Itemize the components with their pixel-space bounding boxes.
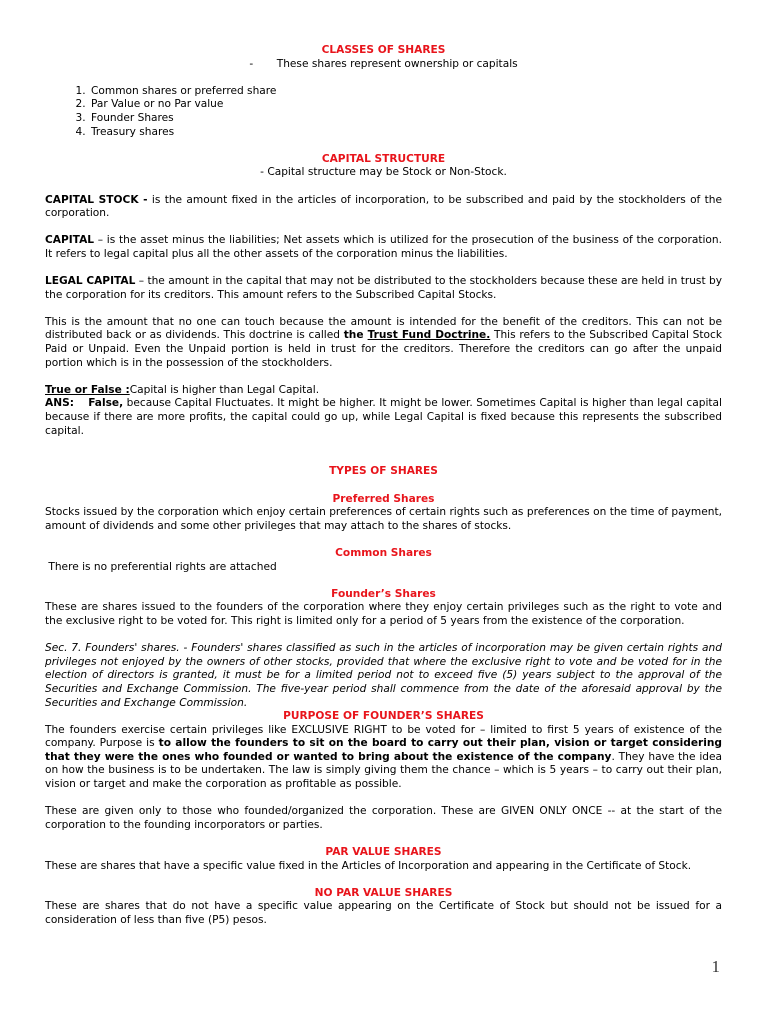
trust-fund-text-1: This is the amount that no one can touch because the amount is intended for the benefit of the creditors. This can not be distributed back or as dividends. This doctrine is called — [45, 315, 722, 342]
founders-shares-text: These are shares issued to the founders of the corporation where they enjoy certain privileges such as the right to vote and the exclusive right to be voted for. This right is limited only for a period of 5 years from the existence of the corporation. — [45, 601, 722, 627]
list-item: 2. Par Value or no Par value — [89, 98, 722, 112]
trust-fund-doctrine-term: Trust Fund Doctrine. — [367, 329, 491, 342]
classes-of-shares-heading: CLASSES OF SHARES — [321, 44, 446, 56]
capital-text: – is the asset minus the liabilities; Net assets which is utilized for the prosecution of the business of the corporation. It refers to legal capital plus all the other assets of the corporation minus the liabilities. — [45, 234, 722, 260]
common-shares-heading: Common Shares — [335, 546, 432, 559]
purpose-text-1: The founders exercise certain privileges like EXCLUSIVE RIGHT to be voted for – limited to first 5 years of existence of the company. Purpose is — [45, 723, 722, 750]
trust-fund-text-2: This refers to the Subscribed Capital Stock Paid or Unpaid. Even the Unpaid portion is held in trust for the creditors. Therefore the creditors can go after the unpaid portion which is in the possession of the stockholders. — [45, 329, 722, 369]
no-par-value-text: These are shares that do not have a specific value appearing on the Certificate of Stock but should not be issued for a consideration of less than five (P5) pesos. — [45, 900, 722, 926]
purpose-heading: PURPOSE OF FOUNDER’S SHARES — [283, 710, 484, 723]
capital-structure-heading: CAPITAL STRUCTURE — [321, 152, 446, 165]
legal-capital-term: LEGAL CAPITAL — [45, 275, 136, 288]
true-false-question-text: Capital is higher than Legal Capital. — [129, 383, 320, 396]
capital-structure-subtitle: - Capital structure may be Stock or Non-Stock. — [260, 166, 507, 179]
classes-subtitle-line — [45, 58, 722, 72]
document-content — [45, 44, 722, 928]
capital-stock-term: CAPITAL STOCK - — [45, 193, 148, 206]
answer-text: because Capital Fluctuates. It might be higher. It might be lower. Sometimes Capital is higher than legal capital because if there are more profits, the capital could go up, while Legal Capital is fixed because this represents the subscribed capital. — [45, 397, 722, 437]
true-false-question — [45, 384, 722, 398]
dash-bullet: - — [249, 57, 254, 70]
capital-term: CAPITAL — [45, 234, 95, 247]
list-item: 1. Common shares or preferred share — [89, 85, 722, 99]
list-item: 4. Treasury shares — [89, 126, 722, 140]
legal-capital-text: – the amount in the capital that may not be distributed to the stockholders because these are held in trust by the corporation for its creditors. This amount refers to the Subscribed Capital Stocks. — [45, 275, 722, 301]
capital-stock-text: is the amount fixed in the articles of incorporation, to be subscribed and paid by the stockholders of the corporation. — [45, 193, 723, 220]
preferred-shares-heading: Preferred Shares — [332, 492, 435, 505]
purpose-text-2: . They have the idea on how the business is to be undertaken. The law is simply giving them the chance – which is 5 years – to carry out their plan, vision or target and make the corporation as profitable as possible. — [45, 750, 722, 791]
capital-stock-paragraph — [45, 194, 722, 221]
answer-label: ANS: — [45, 397, 74, 410]
purpose-bold-text: to allow the founders to sit on the board to carry out their plan, vision or target considering that they were the ones who founded or wanted to bring about the existence of the company — [45, 737, 722, 763]
trust-fund-the: the — [343, 329, 368, 342]
answer-value: False, — [88, 397, 124, 410]
page-number: 1 — [711, 957, 720, 976]
purpose-paragraph-2: These are given only to those who founded/organized the corporation. These are GIVEN ONLY ONCE -- at the start of the corporation to the founding incorporators or parties. — [45, 805, 722, 831]
par-value-text: These are shares that have a specific value fixed in the Articles of Incorporation and appearing in the Certificate of Stock. — [45, 859, 692, 872]
section-7-text: Sec. 7. Founders' shares. - Founders' shares classified as such in the articles of incorporation may be given certain rights and privileges not enjoyed by the owners of other stocks, provided that where the exclusive right to vote and be voted for in the election of directors is granted, it must be for a limited period not to exceed five (5) years subject to the approval of the Securities and Exchange Commission. The five-year period shall commence from the date of the aforesaid approval by the Securities and Exchange Commission. — [45, 642, 722, 709]
no-par-value-heading: NO PAR VALUE SHARES — [314, 886, 453, 899]
purpose-paragraph — [45, 724, 722, 792]
trust-fund-paragraph — [45, 316, 722, 370]
legal-capital-paragraph — [45, 275, 722, 302]
true-false-answer — [45, 397, 722, 438]
founders-shares-heading: Founder’s Shares — [331, 587, 436, 600]
common-shares-text: There is no preferential rights are attached — [45, 560, 277, 573]
true-false-label: True or False : — [45, 383, 130, 396]
par-value-heading: PAR VALUE SHARES — [325, 846, 442, 859]
capital-paragraph — [45, 234, 722, 261]
classes-subtitle: These shares represent ownership or capitals — [276, 57, 518, 70]
list-item: 3. Founder Shares — [89, 112, 722, 126]
classes-list — [45, 85, 722, 139]
types-of-shares-heading: TYPES OF SHARES — [329, 465, 438, 478]
preferred-shares-text: Stocks issued by the corporation which enjoy certain preferences of certain rights such as preferences on the time of payment, amount of dividends and some other privileges that may attach to the shares of stocks. — [45, 506, 722, 532]
